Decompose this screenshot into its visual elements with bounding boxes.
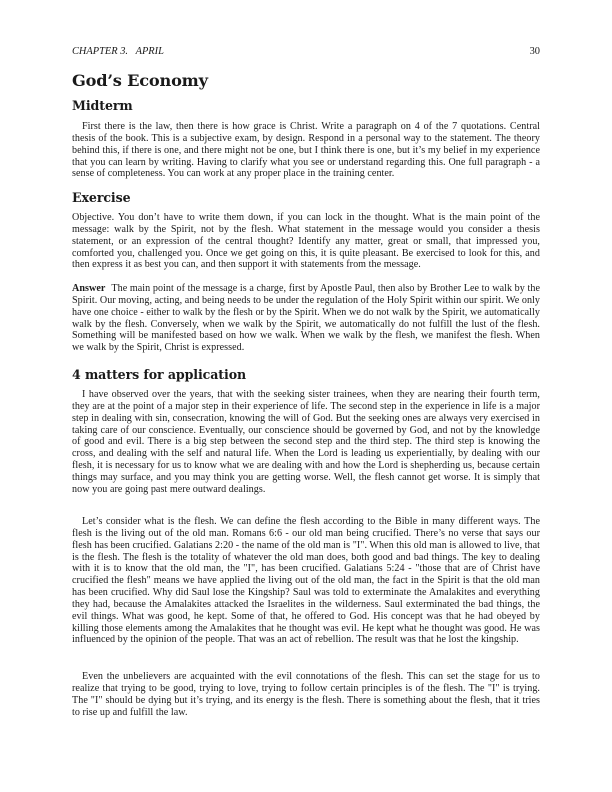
application-paragraph-2: Let’s consider what is the flesh. We can define the flesh according to the Bible in many different ways. The flesh is the living out of the old man. Romans 6:6 - our old man being crucified. There’s no verse that says our flesh has been crucified. Galatians 2:20 - the name of the old man is "I". When this old man is allowed to live, that is the flesh. The flesh is the totality of whatever the old man does, both good and bad things. The key to dealing with it is to know that the old man, the "I", has been crucified. Galatians 5:24 - "those that are of Christ have crucified the flesh" means we have applied the living out of the old man, the fact in the Spirit is that the old man has been crucified. Why did Saul lose the Kingship? Saul was told to exterminate the Amalakites and everything they had, because the Amalakites attacked the Israelites in the wilderness. Saul exterminated the bad things, the evil things. What was good, he kept. Some of that, he offered to God. His concept was that he had obeyed by killing those elements among the Amalakites that he thought was evil. He kept what he thought was good. He was influenced by the opinion of the people. That was an act of rebellion. The result was that he lost the kingship. xyxy=(72,516,541,646)
midterm-paragraph: First there is the law, then there is how grace is Christ. Write a paragraph on 4 of the 7 quotations. Central thesis of the book. This is a subjective exam, by design. Respond in a personal way to the statement. The theory behind this, if there is one, and there might not be one, but I think there is one, but it’s my belief in my experience that you can learn by writing. Having to clarify what you see or understand regarding this. One full paragraph - a sense of completeness. You can work at any proper place in the training center. xyxy=(72,121,540,180)
exercise-heading: Exercise xyxy=(72,190,131,205)
application-paragraph-1: I have observed over the years, that with the seeking sister trainees, when they are nearing their fourth term, they are at the point of a major step in their experience of life. The second step in the experience in life is a major step in dealing with sin, consecration, knowing the will of God. But the seeking ones are always very exercised in taking care of our conscience. Eventually, our conscience should be governed by God, and not by the knowledge of good and evil. There is a big step between the second step and the third step. The third step is knowing the cross, and dealing with the self and natural life. When the Lord is leading us experientially, by dealing with our flesh, it is necessary for us to know what we are dealing with and how the Lord is shepherding us, because certain things may surface, and you may think you are getting worse. Well, the flesh cannot get worse. It is simply that now you are going past mere outward dealings. xyxy=(72,389,540,495)
answer-label: Answer xyxy=(72,283,106,294)
application-paragraph-3: Even the unbelievers are acquainted with the evil connotations of the flesh. This can set the stage for us to realize that trying to be good, trying to love, trying to follow certain principles is of the flesh. The "I" is trying. The "I" should be dying but it’s trying, and its energy is the flesh. There is something about the flesh, that it tries to rise up and fulfill the law. xyxy=(72,671,540,718)
running-header xyxy=(72,46,540,60)
document-page xyxy=(72,0,540,792)
application-heading: 4 matters for application xyxy=(72,367,247,382)
page-number: 30 xyxy=(529,46,540,57)
answer-text: The main point of the message is a charge, first by Apostle Paul, then also by Brother Lee to walk by the Spirit. Our moving, acting, and being needs to be under the regulation of the Holy Spirit within our spirit. We only have one choice - either to walk by the flesh or by the Spirit. When we do not walk by the Spirit, we automatically walk by the flesh. Conversely, when we walk by the Spirit, we automatically do not fulfill the lust of the flesh. Something will be manifested based on how we walk. When we walk by the flesh, we manifest the flesh. When we walk by the Spirit, Christ is expressed. xyxy=(72,283,540,354)
midterm-heading: Midterm xyxy=(72,98,133,113)
section-title: God’s Economy xyxy=(72,71,208,90)
exercise-paragraph: Objective. You don’t have to write them down, if you can lock in the thought. What is the main point of the message: walk by the Spirit, not by the flesh. What statement in the message would you consider a thesis statement, or an expression of the central thought? Identify any matter, great or small, that impressed you, comforted you, challenged you. Once we get going on this, it is quite pleasant. Be exercised to look for this, and then express it as best you can, and then support it with statements from the message. xyxy=(72,212,540,271)
answer-paragraph xyxy=(72,283,540,354)
chapter-label: CHAPTER 3. APRIL xyxy=(72,46,164,57)
